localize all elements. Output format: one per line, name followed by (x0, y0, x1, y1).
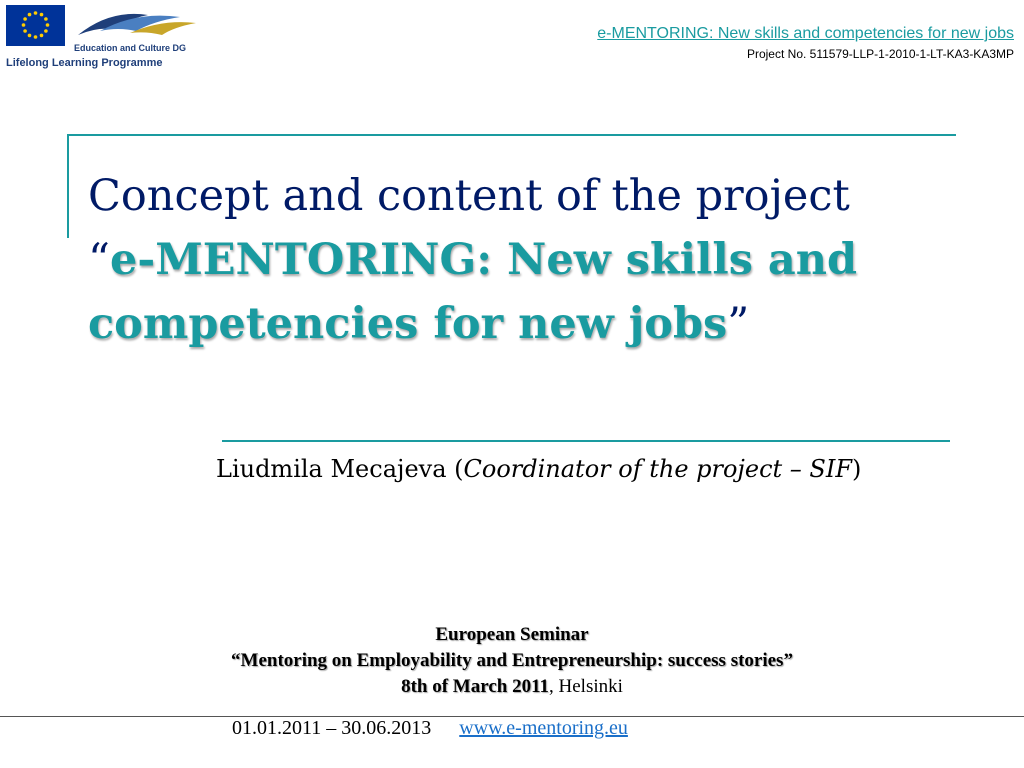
author-name: Liudmila Mecajeva ( (216, 455, 464, 483)
author-divider (222, 440, 950, 442)
website-link[interactable]: www.e-mentoring.eu (459, 717, 628, 739)
dg-label: Education and Culture DG (74, 43, 187, 53)
title-frame-left-divider (67, 134, 69, 238)
programme-label: Lifelong Learning Programme (6, 57, 163, 69)
author-line (216, 455, 861, 483)
seminar-location: , Helsinki (549, 676, 623, 697)
close-quote: ” (727, 299, 750, 349)
project-number: Project No. 511579-LLP-1-2010-1-LT-KA3-KA3MP (746, 47, 1014, 61)
open-quote: “ (88, 235, 110, 285)
seminar-date-line (0, 674, 1024, 700)
title-emphasis-1: e-MENTORING: New skills and (109, 235, 858, 285)
seminar-date: 8th of March 2011 (401, 676, 550, 697)
title-emphasis-2: competencies for new jobs (88, 299, 728, 349)
author-close: ) (852, 455, 862, 483)
project-period: 01.01.2011 – 30.06.2013 (232, 717, 432, 739)
title-line-2 (88, 228, 968, 292)
logo-area (6, 5, 206, 73)
header-title-link[interactable]: e-MENTORING: New skills and competencies for new jobs (597, 25, 1014, 42)
eu-flag-icon (6, 5, 65, 46)
title-frame-top-divider (67, 134, 956, 136)
slide-title (88, 164, 968, 356)
title-line-1: Concept and content of the project (88, 171, 850, 221)
seminar-heading: European Seminar (435, 624, 589, 645)
title-line-3 (88, 292, 968, 356)
seminar-info (0, 622, 1024, 700)
author-role: Coordinator of the project – SIF (463, 455, 852, 483)
footer (232, 717, 628, 740)
page-header (597, 24, 1014, 62)
seminar-subtitle: “Mentoring on Employability and Entrepreneurship: success stories” (231, 650, 793, 671)
